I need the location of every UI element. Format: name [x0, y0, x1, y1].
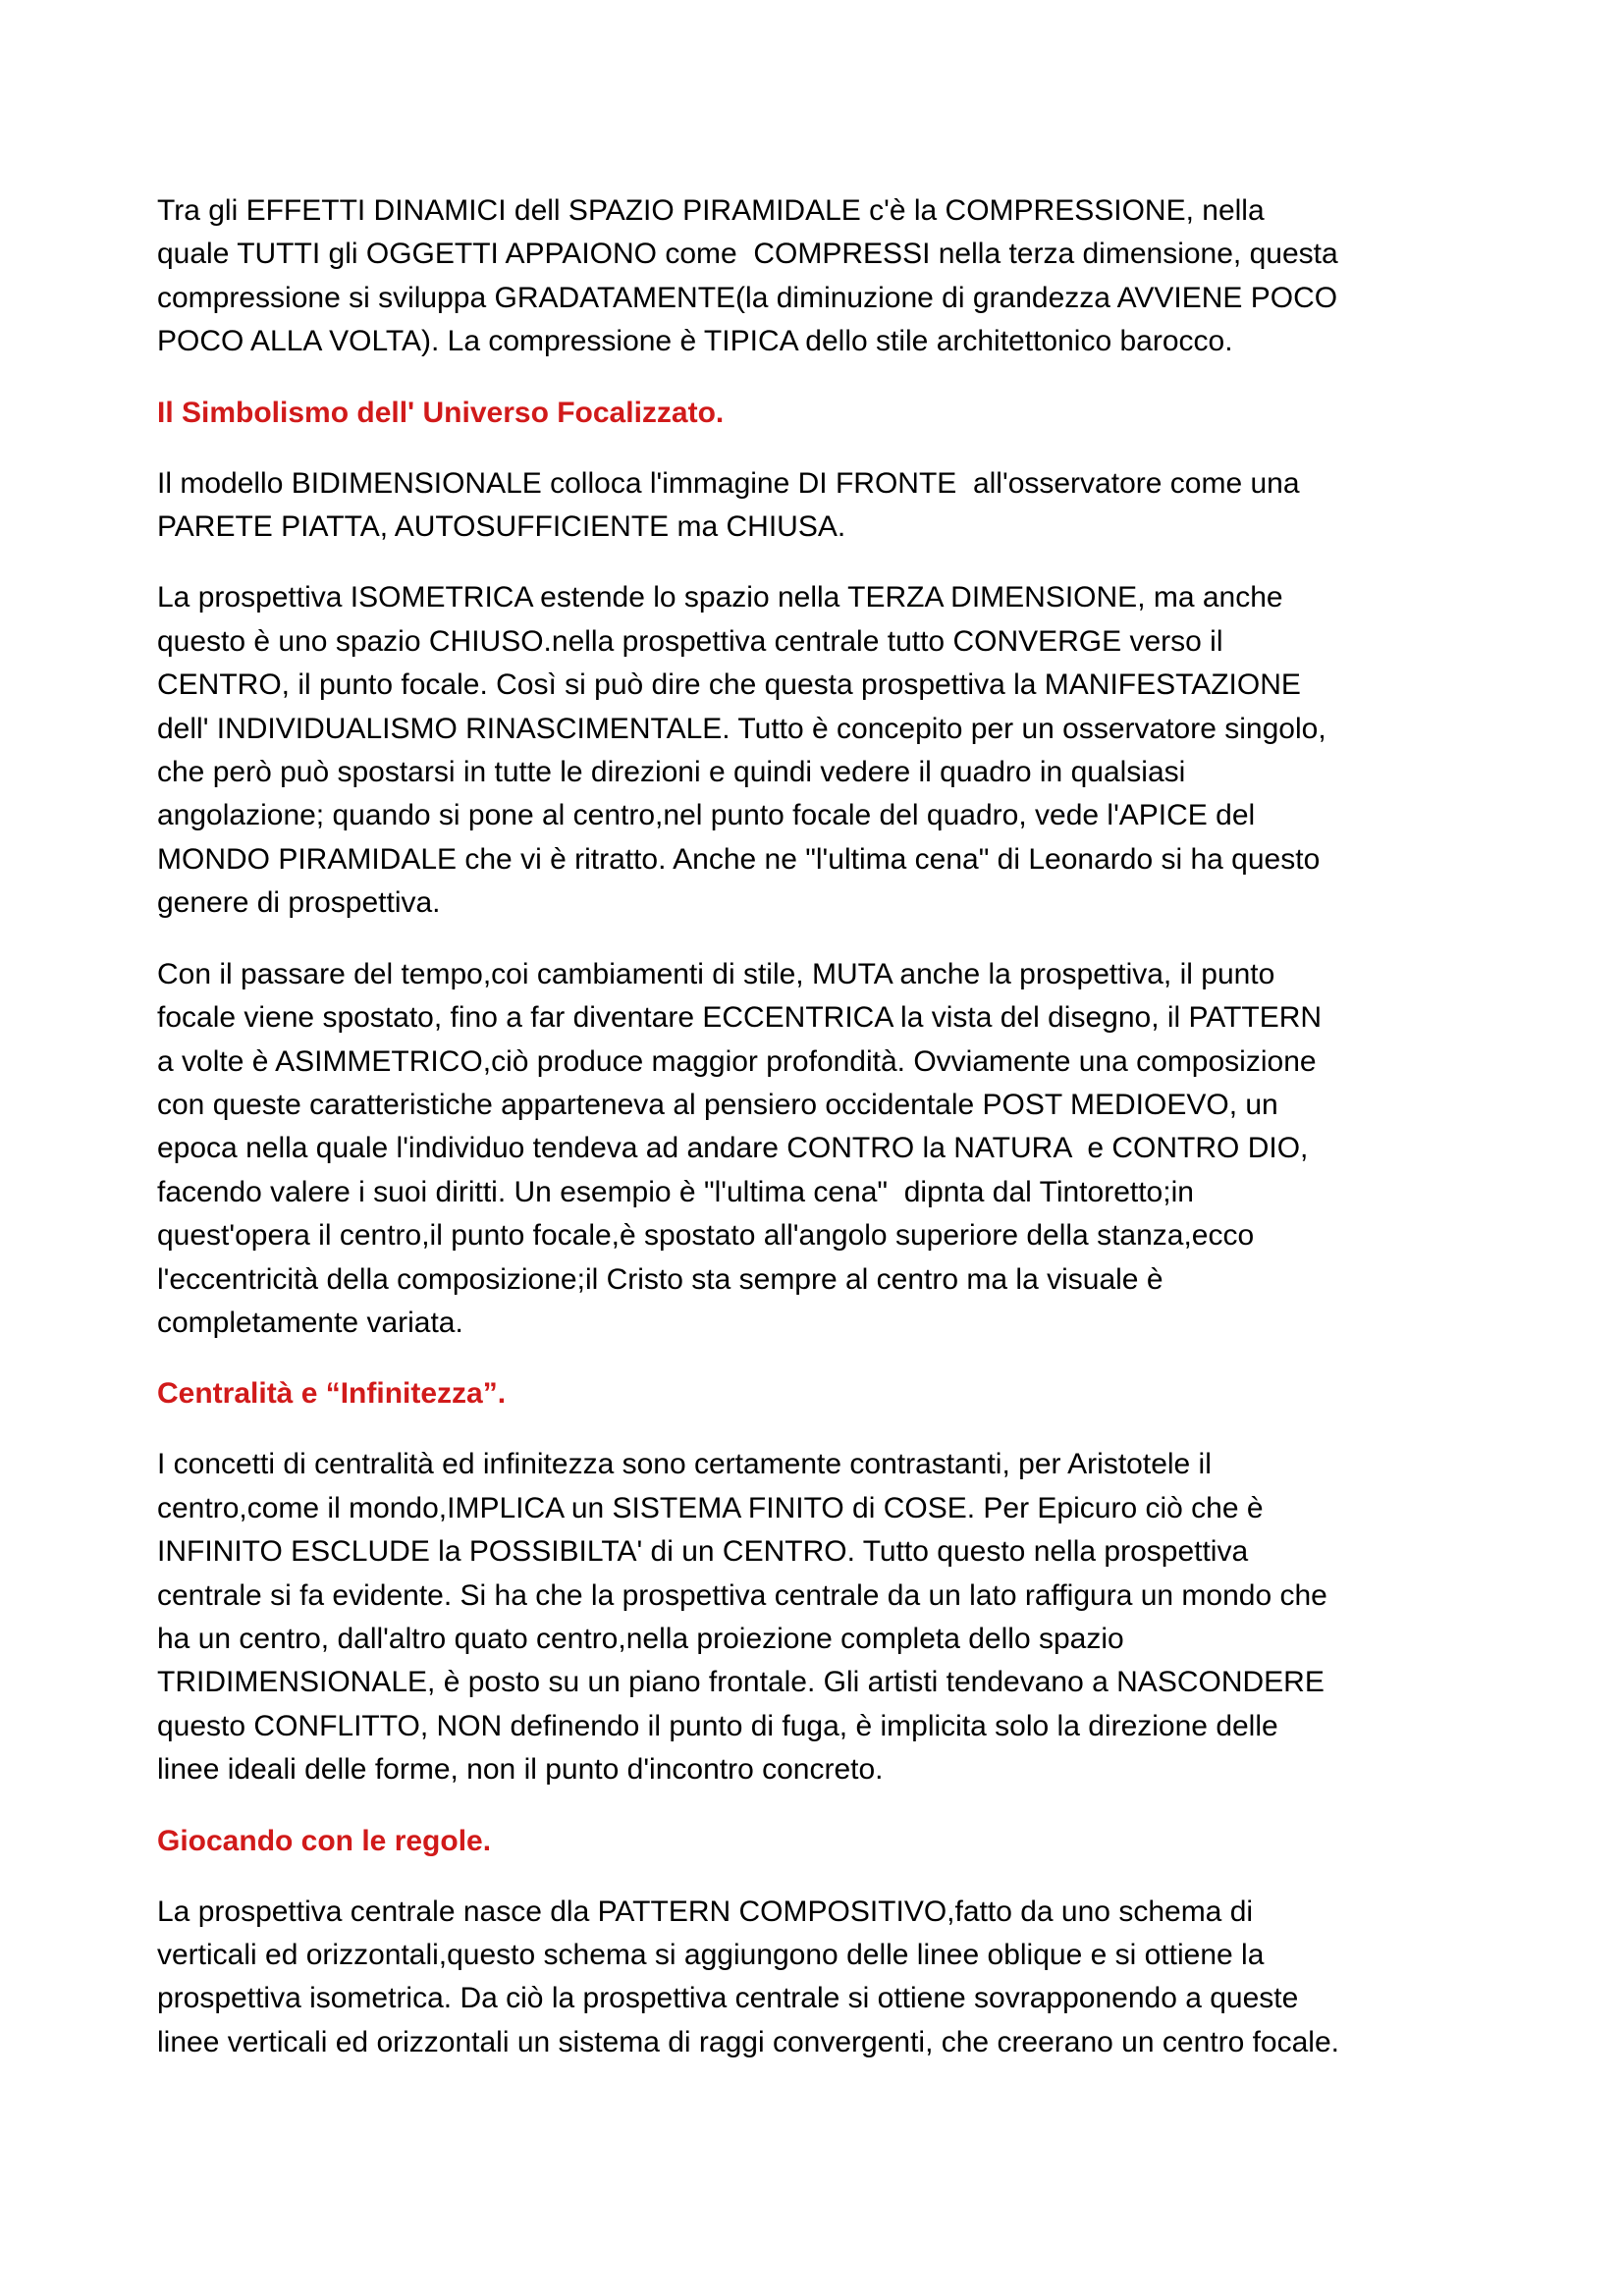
text-line: Il modello BIDIMENSIONALE colloca l'immagine DI FRONTE all'osservatore come una [157, 466, 1300, 500]
text-line: che però può spostarsi in tutte le direzioni e quindi vedere il quadro in qualsiasi [157, 756, 1186, 789]
text-line: completamente variata. [157, 1306, 463, 1339]
text-line: ha un centro, dall'altro quato centro,nella proiezione completa dello spazio [157, 1622, 1124, 1655]
paragraph-eccentrica [157, 953, 1525, 1346]
text-line: angolazione; quando si pone al centro,nel punto focale del quadro, vede l'APICE del [157, 799, 1256, 832]
text-line: facendo valere i suoi diritti. Un esempio è "l'ultima cena" dipnta dal Tintoretto;in [157, 1175, 1194, 1208]
text-line: dell' INDIVIDUALISMO RINASCIMENTALE. Tutto è concepito per un osservatore singolo, [157, 712, 1326, 745]
text-line: centro,come il mondo,IMPLICA un SISTEMA FINITO di COSE. Per Epicuro ciò che è [157, 1491, 1264, 1524]
text-line: con queste caratteristiche apparteneva al pensiero occidentale POST MEDIOEVO, un [157, 1088, 1278, 1121]
text-line: questo CONFLITTO, NON definendo il punto di fuga, è implicita solo la direzione delle [157, 1709, 1278, 1742]
text-line: La prospettiva centrale nasce dla PATTERN COMPOSITIVO,fatto da uno schema di [157, 1895, 1254, 1928]
text-line: linee ideali delle forme, non il punto d'incontro concreto. [157, 1753, 884, 1787]
text-line: INFINITO ESCLUDE la POSSIBILTA' di un CENTRO. Tutto questo nella prospettiva [157, 1535, 1249, 1569]
text-line: a volte è ASIMMETRICO,ciò produce maggior profondità. Ovviamente una composizione [157, 1044, 1317, 1078]
heading-text: Il Simbolismo dell' Universo Focalizzato. [157, 396, 725, 429]
text-line: l'eccentricità della composizione;il Cristo sta sempre al centro ma la visuale è [157, 1262, 1163, 1296]
text-line: compressione si sviluppa GRADATAMENTE(la diminuzione di grandezza AVVIENE POCO [157, 281, 1338, 314]
text-line: I concetti di centralità ed infinitezza sono certamente contrastanti, per Aristotele il [157, 1448, 1212, 1481]
text-line: linee verticali ed orizzontali un sistema di raggi convergenti, che creerano un centro focale. [157, 2025, 1339, 2058]
paragraph-isometrica [157, 576, 1525, 925]
text-line: verticali ed orizzontali,questo schema si aggiungono delle linee oblique e si ottiene la [157, 1939, 1265, 1971]
text-line: quest'opera il centro,il punto focale,è spostato all'angolo superiore della stanza,ecco [157, 1219, 1255, 1253]
text-line: centrale si fa evidente. Si ha che la prospettiva centrale da un lato raffigura un mondo che [157, 1578, 1327, 1612]
section-heading [157, 1820, 1525, 1863]
heading-text: Giocando con le regole. [157, 1824, 492, 1857]
paragraph-bidimensionale [157, 462, 1525, 550]
text-line: TRIDIMENSIONALE, è posto su un piano frontale. Gli artisti tendevano a NASCONDERE [157, 1666, 1325, 1699]
text-line: CENTRO, il punto focale. Così si può dire che questa prospettiva la MANIFESTAZIONE [157, 668, 1301, 702]
text-line: Tra gli EFFETTI DINAMICI dell SPAZIO PIRAMIDALE c'è la COMPRESSIONE, nella [157, 194, 1265, 227]
text-line: La prospettiva ISOMETRICA estende lo spazio nella TERZA DIMENSIONE, ma anche [157, 581, 1283, 614]
section-heading [157, 392, 1525, 435]
text-line: epoca nella quale l'individuo tendeva ad andare CONTRO la NATURA e CONTRO DIO, [157, 1132, 1309, 1165]
text-line: PARETE PIATTA, AUTOSUFFICIENTE ma CHIUSA. [157, 510, 846, 544]
paragraph-regole [157, 1891, 1525, 2065]
text-line: focale viene spostato, fino a far diventare ECCENTRICA la vista del disegno, il PATTERN [157, 1001, 1323, 1035]
text-line: quale TUTTI gli OGGETTI APPAIONO come COMPRESSI nella terza dimensione, questa [157, 238, 1338, 271]
text-line: genere di prospettiva. [157, 886, 441, 920]
section-heading [157, 1372, 1525, 1415]
text-line: questo è uno spazio CHIUSO.nella prospettiva centrale tutto CONVERGE verso il [157, 624, 1223, 658]
text-line: prospettiva isometrica. Da ciò la prospettiva centrale si ottiene sovrapponendo a queste [157, 1982, 1299, 2015]
text-line: Con il passare del tempo,coi cambiamenti di stile, MUTA anche la prospettiva, il punto [157, 957, 1275, 990]
paragraph-centralita [157, 1443, 1525, 1791]
text-line: POCO ALLA VOLTA). La compressione è TIPICA dello stile architettonico barocco. [157, 325, 1233, 358]
paragraph-compressione [157, 189, 1525, 364]
heading-text: Centralità e “Infinitezza”. [157, 1377, 507, 1411]
text-line: MONDO PIRAMIDALE che vi è ritratto. Anche ne "l'ultima cena" di Leonardo si ha questo [157, 842, 1321, 876]
